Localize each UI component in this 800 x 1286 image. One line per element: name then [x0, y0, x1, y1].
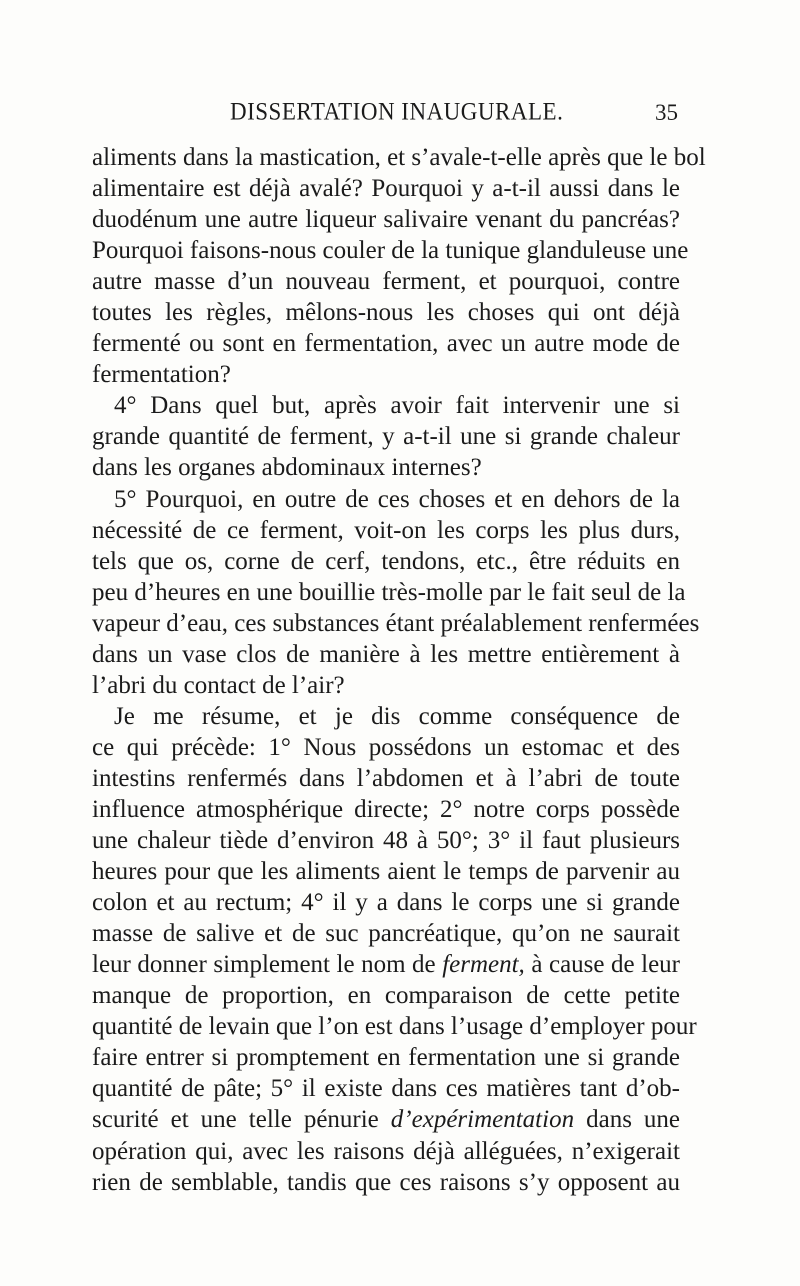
text-line: vapeur d’eau, ces substances étant préalablement renfermées — [92, 609, 700, 637]
text-line: influence atmosphérique directe; 2° notre corps possède — [92, 795, 680, 823]
italic-term: ferment, — [442, 951, 525, 979]
text-line: dans un vase clos de manière à les mettre entièrement à — [92, 640, 680, 668]
text-line: heures pour que les aliments aient le temps de parvenir au — [92, 858, 680, 886]
text-line: dans les organes abdominaux internes? — [92, 454, 482, 482]
text-line: alimentaire est déjà avalé? Pourquoi y a-t-il aussi dans le — [92, 175, 680, 203]
text-line: toutes les règles, mêlons-nous les choses qui ont déjà — [92, 299, 680, 327]
paragraph-start-line: Je me résume, et je dis comme conséquence de — [114, 702, 680, 730]
text-fragment: scurité et une telle pénurie — [92, 1106, 379, 1134]
text-line: tels que os, corne de cerf, tendons, etc., être réduits en — [92, 547, 680, 575]
text-line: intestins renfermés dans l’abdomen et à l’abri de toute — [92, 764, 680, 792]
text-line: Pourquoi faisons-nous couler de la tunique glanduleuse une — [92, 237, 689, 265]
paragraph-start-line: 4° Dans quel but, après avoir fait intervenir une si — [114, 392, 680, 420]
text-line: rien de semblable, tandis que ces raisons s’y opposent au — [92, 1168, 680, 1196]
text-line — [92, 1104, 680, 1135]
running-head — [92, 98, 680, 134]
italic-term: d’expérimentation — [390, 1106, 575, 1134]
text-line: opération qui, avec les raisons déjà alléguées, n’exigerait — [92, 1137, 680, 1165]
text-line: peu d’heures en une bouillie très-molle par le fait seul de la — [92, 578, 686, 606]
text-line: colon et au rectum; 4° il y a dans le corps une si grande — [92, 889, 680, 917]
text-line: manque de proportion, en comparaison de cette petite — [92, 982, 680, 1010]
text-line: une chaleur tiède d’environ 48 à 50°; 3° il faut plusieurs — [92, 827, 680, 855]
text-line: l’abri du contact de l’air? — [92, 671, 345, 699]
text-line: ce qui précède: 1° Nous possédons un estomac et des — [92, 733, 680, 761]
text-line: autre masse d’un nouveau ferment, et pourquoi, contre — [92, 268, 680, 296]
text-line: aliments dans la mastication, et s’avale-t-elle après que le bol — [92, 144, 706, 171]
text-line: masse de salive et de suc pancréatique, qu’on ne saurait — [92, 920, 680, 948]
text-fragment: à cause de leur — [531, 951, 681, 979]
text-line: faire entrer si promptement en fermentation une si grande — [92, 1044, 680, 1072]
text-line: grande quantité de ferment, y a-t-il une si grande chaleur — [92, 423, 680, 451]
paragraph-start-line: 5° Pourquoi, en outre de ces choses et en dehors de la — [114, 485, 680, 513]
text-fragment: leur donner simplement le nom de — [92, 951, 436, 979]
running-title: DISSERTATION INAUGURALE. — [230, 98, 564, 125]
text-line: quantité de levain que l’on est dans l’usage d’employer pour — [92, 1013, 697, 1041]
text-line: nécessité de ce ferment, voit-on les corps les plus durs, — [92, 516, 680, 544]
text-line: fermenté ou sont en fermentation, avec un autre mode de — [92, 330, 680, 358]
text-line: duodénum une autre liqueur salivaire venant du pancréas? — [92, 206, 680, 234]
text-line — [92, 949, 680, 980]
text-fragment: dans une — [586, 1106, 681, 1134]
text-line: fermentation? — [92, 361, 231, 389]
text-line: quantité de pâte; 5° il existe dans ces matières tant d’ob- — [92, 1075, 680, 1103]
page-number: 35 — [655, 100, 678, 125]
body-text — [92, 142, 706, 1198]
